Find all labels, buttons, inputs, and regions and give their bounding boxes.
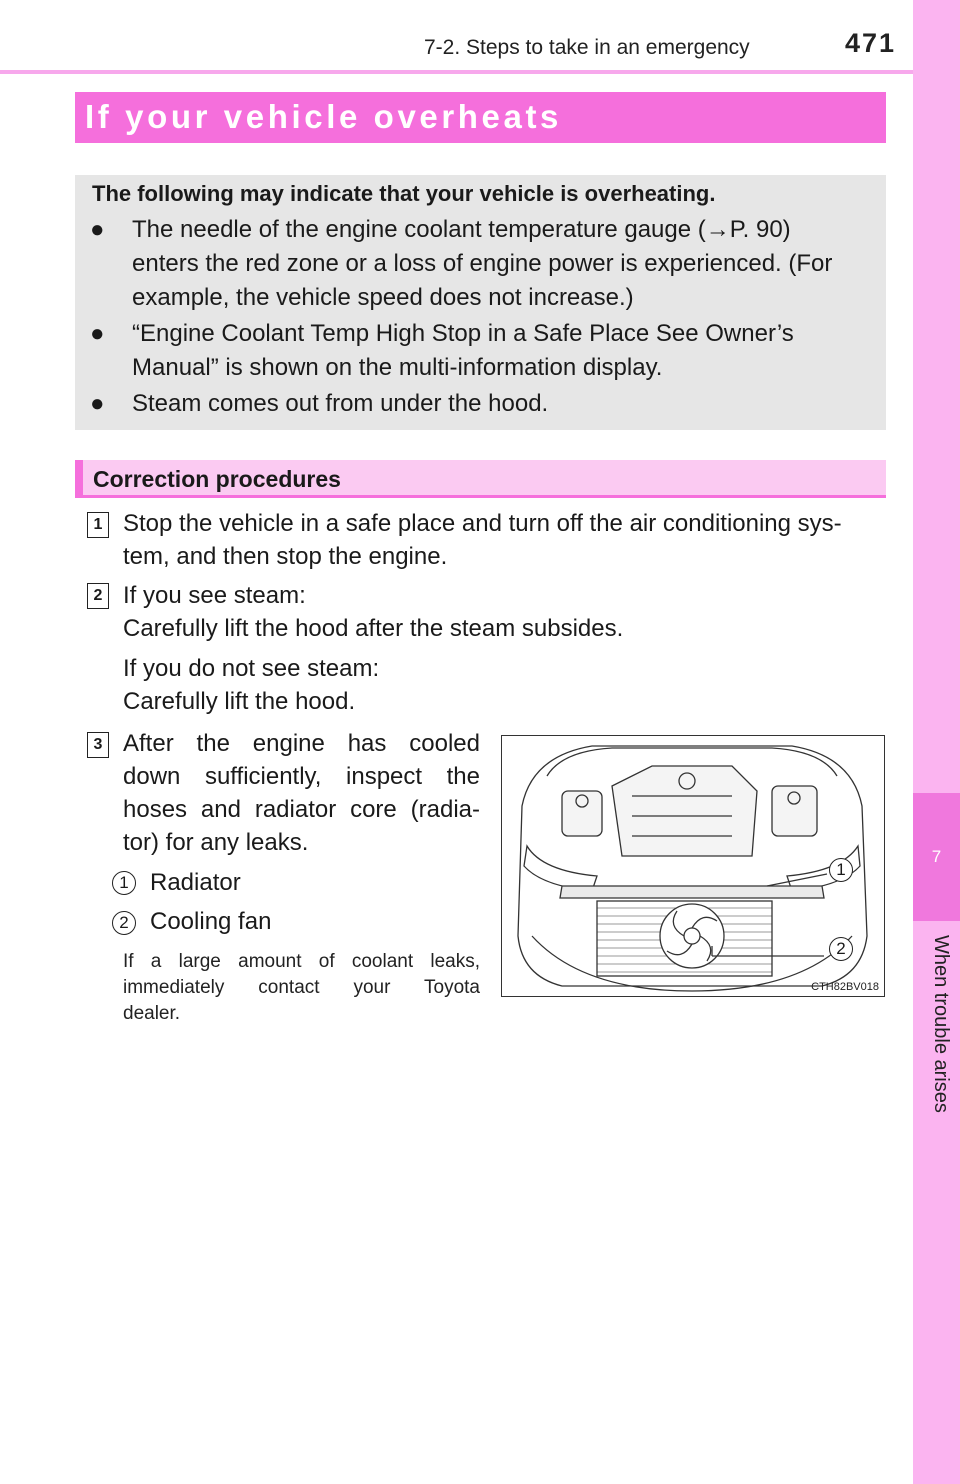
step-line: tem, and then stop the engine.	[123, 543, 448, 570]
indicator-line: example, the vehicle speed does not increase.)	[132, 284, 634, 311]
note-line: dealer.	[123, 1003, 181, 1024]
figure-code: CTH82BV018	[811, 981, 879, 993]
step-line: If you do not see steam:	[123, 655, 380, 682]
bullet-icon: ●	[90, 320, 105, 347]
step-line: If you see steam:	[123, 582, 306, 609]
coolant-leak-note	[123, 949, 480, 1027]
step-number: 1	[87, 512, 109, 538]
step-line: After the engine has cooled	[123, 730, 480, 757]
engine-bay-drawing	[502, 736, 883, 995]
step-line: down sufficiently, inspect the	[123, 763, 480, 790]
correction-heading: Correction procedures	[93, 466, 341, 492]
page-title-bar	[75, 92, 886, 143]
step-text	[123, 727, 480, 859]
step-text	[123, 579, 623, 718]
note-line: If a large amount of coolant leaks,	[123, 951, 480, 972]
indicator-line: “Engine Coolant Temp High Stop in a Safe Place See Owner’s	[132, 320, 794, 347]
heading-accent	[75, 460, 83, 498]
chapter-title: When trouble arises	[930, 935, 952, 1113]
indicator-item	[132, 317, 870, 385]
indicator-item	[132, 387, 870, 421]
step-line: Carefully lift the hood after the steam subsides.	[123, 615, 624, 642]
callout-number: 1	[112, 871, 136, 895]
callout-label-cooling-fan: Cooling fan	[150, 908, 272, 935]
indicator-line: The needle of the engine coolant temperature gauge (→P. 90)	[132, 216, 791, 243]
step-line: tor) for any leaks.	[123, 829, 309, 856]
section-reference: 7-2. Steps to take in an emergency	[424, 36, 750, 59]
indicator-line: Manual” is shown on the multi-information display.	[132, 354, 663, 381]
callout-label-radiator: Radiator	[150, 869, 241, 896]
page-number: 471	[845, 28, 897, 58]
overheat-indicators-box	[75, 175, 886, 430]
page-title: If your vehicle overheats	[85, 98, 562, 135]
step-text	[123, 507, 842, 573]
indicator-item	[132, 213, 870, 315]
chapter-side-tab	[913, 0, 960, 1484]
chapter-number: 7	[913, 793, 960, 921]
bullet-icon: ●	[90, 390, 105, 417]
indicator-line: Steam comes out from under the hood.	[132, 390, 549, 417]
indicator-line: enters the red zone or a loss of engine power is experienced. (For	[132, 250, 833, 277]
header-rule	[0, 70, 913, 74]
step-line: Carefully lift the hood.	[123, 688, 356, 715]
engine-bay-illustration	[501, 735, 885, 997]
note-line: immediately contact your Toyota	[123, 977, 480, 998]
indicators-heading: The following may indicate that your vehicle is overheating.	[92, 181, 716, 206]
figure-callout-radiator: 1	[829, 858, 853, 882]
bullet-icon: ●	[90, 216, 105, 243]
correction-heading-bar	[75, 460, 886, 498]
step-number: 3	[87, 732, 109, 758]
callout-number: 2	[112, 911, 136, 935]
step-line: hoses and radiator core (radia-	[123, 796, 480, 823]
figure-callout-cooling-fan: 2	[829, 937, 853, 961]
step-line: Stop the vehicle in a safe place and turn off the air conditioning sys-	[123, 510, 842, 537]
step-number: 2	[87, 583, 109, 609]
